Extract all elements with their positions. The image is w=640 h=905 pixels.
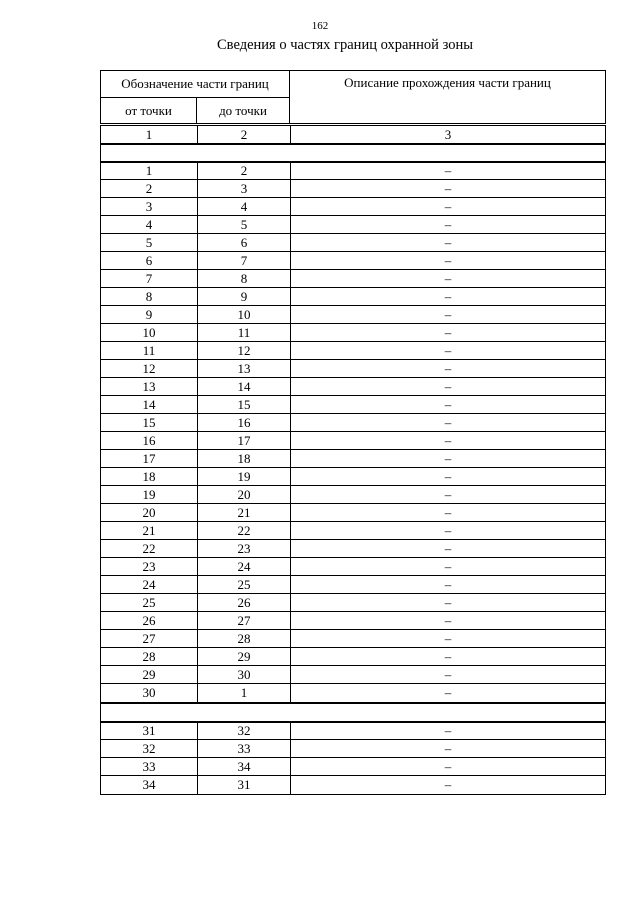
table-row xyxy=(101,288,605,306)
header-to-point: до точки xyxy=(196,97,290,124)
separator-cell xyxy=(101,144,605,162)
table-row xyxy=(101,162,605,180)
cell-from: 24 xyxy=(101,576,198,593)
cell-to: 6 xyxy=(198,234,291,251)
table-row xyxy=(101,306,605,324)
cell-from: 8 xyxy=(101,288,198,305)
cell-from: 23 xyxy=(101,558,198,575)
cell-from: 14 xyxy=(101,396,198,413)
table-row xyxy=(101,504,605,522)
cell-desc: – xyxy=(444,631,452,646)
cell-from: 32 xyxy=(101,740,198,757)
cell-from: 4 xyxy=(101,216,198,233)
table-header xyxy=(100,70,606,124)
cell-desc: – xyxy=(444,505,452,520)
cell-to: 19 xyxy=(198,468,291,485)
cell-from: 22 xyxy=(101,540,198,557)
table-row xyxy=(101,612,605,630)
cell-to: 26 xyxy=(198,594,291,611)
cell-desc: – xyxy=(444,325,452,340)
cell-to: 23 xyxy=(198,540,291,557)
numbering-from: 1 xyxy=(101,126,198,144)
table-row xyxy=(101,378,605,396)
cell-to: 11 xyxy=(198,324,291,341)
cell-to: 4 xyxy=(198,198,291,215)
cell-to: 13 xyxy=(198,360,291,377)
separator-row xyxy=(101,704,605,722)
cell-from: 12 xyxy=(101,360,198,377)
numbering-desc: 3 xyxy=(444,127,452,142)
cell-to: 12 xyxy=(198,342,291,359)
cell-desc: – xyxy=(444,595,452,610)
cell-from: 17 xyxy=(101,450,198,467)
cell-from: 15 xyxy=(101,414,198,431)
table-row xyxy=(101,540,605,558)
cell-from: 25 xyxy=(101,594,198,611)
cell-desc: – xyxy=(444,649,452,664)
cell-desc: – xyxy=(444,523,452,538)
cell-desc: – xyxy=(444,361,452,376)
cell-to: 18 xyxy=(198,450,291,467)
cell-desc: – xyxy=(444,741,452,756)
cell-to: 25 xyxy=(198,576,291,593)
cell-desc: – xyxy=(444,433,452,448)
cell-from: 5 xyxy=(101,234,198,251)
table-row xyxy=(101,758,605,776)
cell-to: 24 xyxy=(198,558,291,575)
section2-table xyxy=(100,721,606,795)
table-row xyxy=(101,342,605,360)
cell-to: 30 xyxy=(198,666,291,683)
cell-to: 33 xyxy=(198,740,291,757)
cell-from: 18 xyxy=(101,468,198,485)
cell-from: 31 xyxy=(101,722,198,739)
cell-to: 9 xyxy=(198,288,291,305)
cell-desc: – xyxy=(444,541,452,556)
cell-to: 28 xyxy=(198,630,291,647)
table-row xyxy=(101,270,605,288)
cell-to: 16 xyxy=(198,414,291,431)
table-row xyxy=(101,180,605,198)
table-row xyxy=(101,468,605,486)
cell-from: 26 xyxy=(101,612,198,629)
cell-to: 27 xyxy=(198,612,291,629)
cell-to: 22 xyxy=(198,522,291,539)
cell-to: 32 xyxy=(198,722,291,739)
table-row xyxy=(101,450,605,468)
cell-desc: – xyxy=(444,181,452,196)
cell-desc: – xyxy=(444,379,452,394)
cell-from: 16 xyxy=(101,432,198,449)
cell-desc: – xyxy=(444,723,452,738)
cell-desc: – xyxy=(444,217,452,232)
cell-from: 19 xyxy=(101,486,198,503)
table-row xyxy=(101,630,605,648)
cell-desc: – xyxy=(444,559,452,574)
table-row xyxy=(101,198,605,216)
cell-from: 33 xyxy=(101,758,198,775)
cell-to: 2 xyxy=(198,162,291,179)
cell-desc: – xyxy=(444,577,452,592)
table-row xyxy=(101,666,605,684)
cell-to: 1 xyxy=(198,684,291,702)
cell-desc: – xyxy=(444,253,452,268)
table-row xyxy=(101,324,605,342)
cell-from: 2 xyxy=(101,180,198,197)
cell-to: 29 xyxy=(198,648,291,665)
cell-from: 7 xyxy=(101,270,198,287)
cell-to: 8 xyxy=(198,270,291,287)
separator-row-2 xyxy=(100,703,606,723)
cell-to: 14 xyxy=(198,378,291,395)
separator-row-1 xyxy=(100,143,606,163)
table-row xyxy=(101,216,605,234)
cell-to: 21 xyxy=(198,504,291,521)
header-description: Описание прохождения части границ xyxy=(289,70,606,124)
cell-to: 5 xyxy=(198,216,291,233)
numbering-to: 2 xyxy=(198,126,291,144)
cell-desc: – xyxy=(444,343,452,358)
cell-from: 20 xyxy=(101,504,198,521)
cell-from: 34 xyxy=(101,776,198,794)
cell-to: 7 xyxy=(198,252,291,269)
cell-desc: – xyxy=(444,163,452,178)
header-from-point: от точки xyxy=(100,97,197,124)
cell-desc: – xyxy=(444,307,452,322)
cell-from: 11 xyxy=(101,342,198,359)
cell-to: 34 xyxy=(198,758,291,775)
cell-from: 1 xyxy=(101,162,198,179)
cell-desc: – xyxy=(444,289,452,304)
table-row xyxy=(101,396,605,414)
cell-from: 9 xyxy=(101,306,198,323)
cell-from: 21 xyxy=(101,522,198,539)
cell-desc: – xyxy=(444,271,452,286)
cell-from: 27 xyxy=(101,630,198,647)
cell-to: 20 xyxy=(198,486,291,503)
cell-desc: – xyxy=(444,759,452,774)
page-number: 162 xyxy=(311,20,329,32)
table-row xyxy=(101,252,605,270)
cell-desc: – xyxy=(444,235,452,250)
numbering-row xyxy=(101,126,605,144)
cell-desc: – xyxy=(444,469,452,484)
cell-from: 6 xyxy=(101,252,198,269)
table-row xyxy=(101,486,605,504)
header-boundary-part-designation: Обозначение части границ xyxy=(100,70,290,98)
cell-to: 31 xyxy=(198,776,291,794)
table-row xyxy=(101,740,605,758)
cell-desc: – xyxy=(444,613,452,628)
cell-to: 3 xyxy=(198,180,291,197)
table-row xyxy=(101,594,605,612)
table-row xyxy=(101,234,605,252)
page-title: Сведения о частях границ охранной зоны xyxy=(217,37,473,53)
table-row xyxy=(101,648,605,666)
cell-from: 29 xyxy=(101,666,198,683)
cell-from: 10 xyxy=(101,324,198,341)
table-row xyxy=(101,522,605,540)
table-row xyxy=(101,776,605,794)
table-row xyxy=(101,414,605,432)
cell-from: 13 xyxy=(101,378,198,395)
cell-desc: – xyxy=(444,451,452,466)
separator-cell xyxy=(101,704,605,722)
cell-desc: – xyxy=(444,415,452,430)
cell-to: 15 xyxy=(198,396,291,413)
cell-from: 3 xyxy=(101,198,198,215)
cell-to: 17 xyxy=(198,432,291,449)
cell-from: 28 xyxy=(101,648,198,665)
table-row xyxy=(101,576,605,594)
separator-row xyxy=(101,144,605,162)
numbering-table xyxy=(100,125,606,145)
cell-desc: – xyxy=(444,685,452,700)
cell-desc: – xyxy=(444,397,452,412)
section1-table xyxy=(100,161,606,703)
cell-to: 10 xyxy=(198,306,291,323)
table-row xyxy=(101,558,605,576)
table-row xyxy=(101,722,605,740)
table-row xyxy=(101,684,605,702)
cell-desc: – xyxy=(444,777,452,792)
table-row xyxy=(101,360,605,378)
cell-from: 30 xyxy=(101,684,198,702)
cell-desc: – xyxy=(444,667,452,682)
cell-desc: – xyxy=(444,199,452,214)
table-row xyxy=(101,432,605,450)
cell-desc: – xyxy=(444,487,452,502)
